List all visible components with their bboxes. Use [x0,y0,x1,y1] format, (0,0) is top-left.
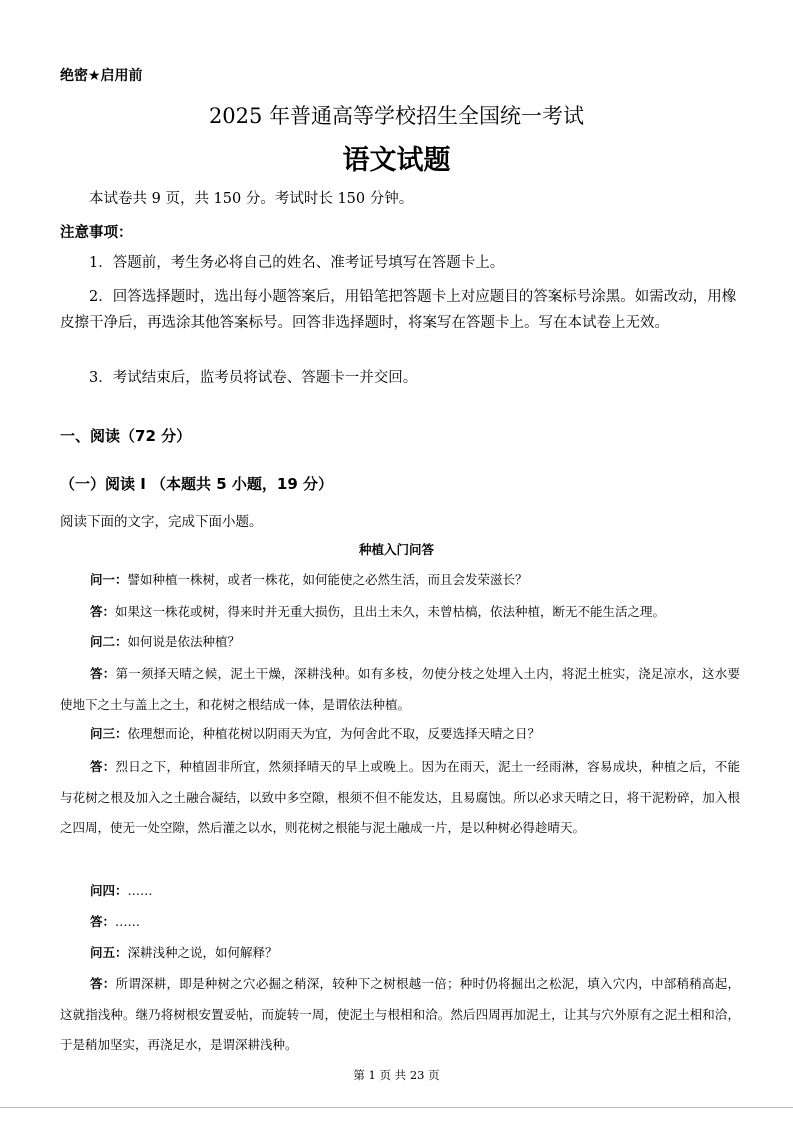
page-bottom-rule [0,1107,793,1108]
notice-heading: 注意事项： [60,225,133,241]
qa-answer-3: 答：烈日之下，种植固非所宜，然须择晴天的早上或晚上。因为在雨天，泥土一经雨淋，容易成块，种植之后，不能与花树之根及加入之土融合凝结，以致中多空隙，根须不但不能发达，且易腐蚀。所以必求天晴之日，将干泥粉碎，加入根之四周，使无一处空隙，然后灌之以水，则花树之根能与泥土融成一片，是以种树必得趁晴天。 [60,759,740,835]
qa-question-5: 问五：深耕浅种之说，如何解释？ [90,945,278,960]
reading-instruction: 阅读下面的文字，完成下面小题。 [60,514,263,530]
reading-heading: （一）阅读 I （本题共 5 小题，19 分） [60,475,334,493]
qa-question-3: 问三：依理想而论，种植花树以阴雨天为宜，为何舍此不取，反要选择天晴之日？ [90,726,541,741]
qa-question-4: 问四：…… [90,883,153,898]
section-heading: 一、阅读（72 分） [60,427,192,445]
qa-question-2: 问二：如何说是依法种植？ [90,634,241,649]
intro-summary: 本试卷共 9 页，共 150 分。考试时长 150 分钟。 [89,191,414,207]
notice-item-2: 2．回答选择题时，选出每小题答案后，用铅笔把答题卡上对应题目的答案标号涂黑。如需改动，用橡皮擦干净后，再选涂其他答案标号。回答非选择题时，将案写在答题卡上。写在本试卷上无效。 [60,289,737,331]
subject-title: 语文试题 [342,145,451,176]
secret-mark: 绝密★启用前 [60,68,143,84]
qa-answer-4: 答：…… [90,914,141,929]
qa-question-1: 问一：譬如种植一株树，或者一株花，如何能使之必然生活，而且会发荣滋长？ [90,572,528,587]
qa-answer-1: 答：如果这一株花或树，得来时并无重大损伤，且出土未久，未曾枯槁，依法种植，断无不能生活之理。 [90,604,666,619]
exam-title: 2025 年普通高等学校招生全国统一考试 [208,104,585,128]
qa-answer-2: 答：第一须择天晴之候，泥土干燥，深耕浅种。如有多枝，勿使分枝之处埋入土内，将泥土桩实，浇足凉水，这水要使地下之土与盖上之土，和花树之根结成一体，是谓依法种植。 [60,666,740,712]
notice-item-1: 1．答题前，考生务必将自己的姓名、准考证号填写在答题卡上。 [89,255,505,271]
article-title: 种植入门问答 [358,542,434,557]
qa-answer-5: 答：所谓深耕，即是种树之穴必掘之稍深，较种下之树根越一倍；种时仍将掘出之松泥，填入穴内，中部稍稍高起，这就指浅种。继乃将树根安置妥帖，而旋转一周，使泥土与根相和洽。然后四周再加泥土，让其与穴外原有之泥土相和洽，于是稍加坚实，再浇足水，是谓深耕浅种。 [60,976,740,1052]
page-footer: 第 1 页 共 23 页 [353,1068,440,1082]
notice-item-3: 3．考试结束后，监考员将试卷、答题卡一并交回。 [89,370,418,386]
